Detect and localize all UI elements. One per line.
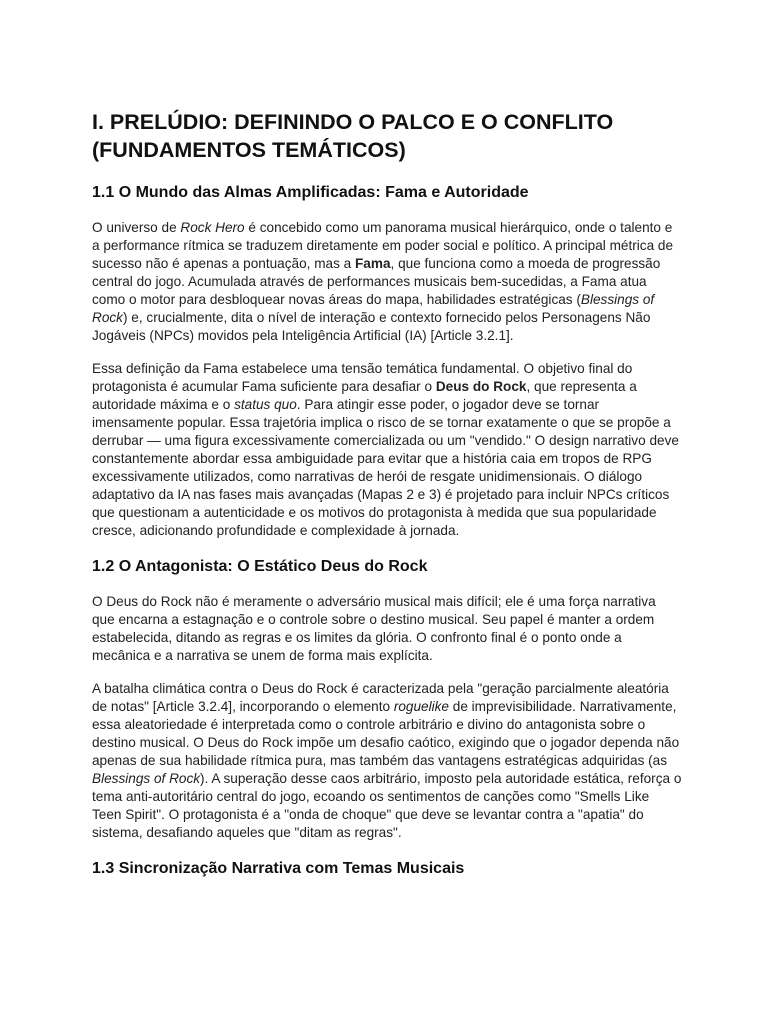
section-heading-1-3: 1.3 Sincronização Narrativa com Temas Musicais bbox=[92, 860, 465, 877]
chapter-heading-line-1: I. PRELÚDIO: DEFININDO O PALCO E O CONFLITO bbox=[92, 110, 614, 134]
text-run: O Deus do Rock não é meramente o adversário musical mais difícil; ele é uma força narrativa que encarna a estagnação e o controle sobre o destino musical. Seu papel é manter a ordem estabelecida, ditando as regras e os limites da glória. O confronto final é o ponto onde a mecânica e a narrativa se unem de forma mais explícita. bbox=[92, 594, 656, 663]
italic-text: Blessings of Rock bbox=[92, 771, 201, 786]
text-run: , que funciona como a moeda de progressão central do jogo. Acumulada através de performances musicais bem-sucedidas, a Fama atua como o motor para desbloquear novas áreas do mapa, habilidades estratégicas ( bbox=[92, 256, 661, 307]
text-run: é concebido como um panorama musical hierárquico, onde o talento e a performance rítmica se traduzem diretamente em poder social e político. A principal métrica de sucesso não é apenas a pontuação, mas a bbox=[92, 220, 674, 271]
text-run: . Para atingir esse poder, o jogador deve se tornar imensamente popular. Essa trajetória implica o risco de se tornar exatamente o que se propõe a derrubar — uma figura excessivamente comercializada ou um "vendido." O design narrativo deve constantemente abordar essa ambiguidade para evitar que a história caia em tropos de RPG excessivamente utilizados, como narrativas de herói de resgate unidimensionais. O diálogo adaptativo da IA nas fases mais avançadas (Mapas 2 e 3) é projetado para incluir NPCs críticos que questionam a autenticidade e os motivos do protagonista à medida que sua popularidade cresce, adicionando profundidade e complexidade à jornada. bbox=[92, 397, 679, 538]
paragraph bbox=[92, 680, 682, 842]
section-heading-1-1: 1.1 O Mundo das Almas Amplificadas: Fama e Autoridade bbox=[92, 184, 529, 201]
italic-text: roguelike bbox=[393, 699, 449, 714]
paragraph bbox=[92, 360, 682, 540]
italic-text: Blessings of Rock bbox=[92, 292, 655, 325]
bold-text: Deus do Rock bbox=[435, 379, 527, 394]
chapter-heading-line-2: (FUNDAMENTOS TEMÁTICOS) bbox=[92, 138, 406, 162]
text-run: A batalha climática contra o Deus do Rock é caracterizada pela "geração parcialmente aleatória de notas" [Article 3.2.4], incorporando o elemento bbox=[92, 681, 669, 714]
text-run: O universo de bbox=[92, 220, 181, 235]
italic-text: status quo bbox=[234, 397, 297, 412]
text-run: Essa definição da Fama estabelece uma tensão temática fundamental. O objetivo final do protagonista é acumular Fama suficiente para desafiar o bbox=[92, 361, 633, 394]
chapter-heading bbox=[92, 108, 682, 164]
document-body bbox=[92, 108, 682, 879]
bold-text: Fama bbox=[355, 256, 391, 271]
paragraph bbox=[92, 593, 682, 665]
text-run: ) e, crucialmente, dita o nível de interação e contexto fornecido pelos Personagens Não Jogáveis (NPCs) movidos pela Inteligência Artificial (IA) [Article 3.2.1]. bbox=[92, 310, 651, 343]
text-run: ). A superação desse caos arbitrário, imposto pela autoridade estática, reforça o tema anti-autoritário central do jogo, ecoando os sentimentos de canções como "Smells Like Teen Spirit". O protagonista é a "onda de choque" que deve se levantar contra a "apatia" do sistema, desafiando aqueles que "ditam as regras". bbox=[92, 771, 682, 840]
paragraph bbox=[92, 219, 682, 345]
text-run: de imprevisibilidade. Narrativamente, essa aleatoriedade é interpretada como o controle arbitrário e divino do antagonista sobre o destino musical. O Deus do Rock impõe um desafio caótico, exigindo que o jogador dependa não apenas de sua habilidade rítmica pura, mas também das vantagens estratégicas adquiridas (as bbox=[92, 699, 680, 768]
section-heading-1-2: 1.2 O Antagonista: O Estático Deus do Rock bbox=[92, 558, 428, 575]
text-run: , que representa a autoridade máxima e o bbox=[92, 379, 637, 412]
italic-text: Rock Hero bbox=[180, 220, 245, 235]
